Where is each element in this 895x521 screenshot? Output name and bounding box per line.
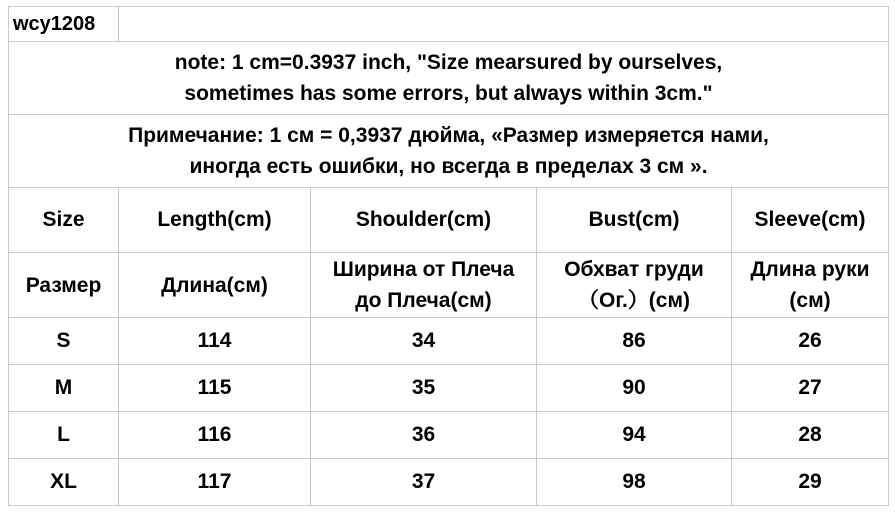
shoulder-cell: 36 xyxy=(311,412,537,459)
header-english-row xyxy=(9,188,889,253)
note-russian-row xyxy=(9,115,889,188)
header-ru-bust xyxy=(537,253,732,318)
header-ru-sleeve-line-1: Длина руки xyxy=(750,258,870,281)
length-cell: 115 xyxy=(119,365,311,412)
table-row xyxy=(9,365,889,412)
header-length: Length(cm) xyxy=(119,188,311,253)
size-cell: M xyxy=(9,365,119,412)
size-cell: L xyxy=(9,412,119,459)
header-ru-sleeve-line-2: (см) xyxy=(789,289,831,312)
size-cell: S xyxy=(9,318,119,365)
shoulder-cell: 37 xyxy=(311,459,537,506)
bust-cell: 94 xyxy=(537,412,732,459)
header-ru-sleeve xyxy=(732,253,889,318)
sleeve-cell: 27 xyxy=(732,365,889,412)
header-sleeve: Sleeve(cm) xyxy=(732,188,889,253)
shoulder-cell: 34 xyxy=(311,318,537,365)
bust-cell: 98 xyxy=(537,459,732,506)
note-russian-line-2: иногда есть ошибки, но всегда в пределах 3 см ». xyxy=(189,155,708,178)
header-ru-length-line-1: Длина(см) xyxy=(161,273,268,297)
shoulder-cell: 35 xyxy=(311,365,537,412)
header-ru-shoulder-line-2: до Плеча(см) xyxy=(355,289,492,312)
note-russian xyxy=(9,115,889,188)
bust-cell: 86 xyxy=(537,318,732,365)
header-ru-size xyxy=(9,253,119,318)
header-ru-size-line-1: Размер xyxy=(25,273,102,297)
product-code: wcy1208 xyxy=(9,7,119,42)
header-ru-length xyxy=(119,253,311,318)
sleeve-cell: 26 xyxy=(732,318,889,365)
length-cell: 117 xyxy=(119,459,311,506)
size-cell: XL xyxy=(9,459,119,506)
length-cell: 116 xyxy=(119,412,311,459)
note-english-row xyxy=(9,42,889,115)
header-bust: Bust(cm) xyxy=(537,188,732,253)
sleeve-cell: 28 xyxy=(732,412,889,459)
table-row xyxy=(9,459,889,506)
product-code-row xyxy=(9,7,889,42)
note-english-line-2: sometimes has some errors, but always within 3cm." xyxy=(184,82,713,105)
table-row xyxy=(9,412,889,459)
header-shoulder: Shoulder(cm) xyxy=(311,188,537,253)
sleeve-cell: 29 xyxy=(732,459,889,506)
note-english-line-1: note: 1 cm=0.3937 inch, "Size mearsured by ourselves, xyxy=(174,51,723,74)
header-ru-bust-line-1: Обхват груди xyxy=(564,258,704,281)
note-english xyxy=(9,42,889,115)
size-chart xyxy=(8,6,889,506)
bust-cell: 90 xyxy=(537,365,732,412)
header-ru-bust-line-2: （Ог.）(см) xyxy=(577,289,690,312)
empty-header-cell xyxy=(119,7,889,42)
header-ru-shoulder xyxy=(311,253,537,318)
header-ru-shoulder-line-1: Ширина от Плеча xyxy=(332,258,515,281)
size-table xyxy=(8,6,889,506)
note-russian-line-1: Примечание: 1 см = 0,3937 дюйма, «Размер измеряется нами, xyxy=(128,124,769,147)
table-row xyxy=(9,318,889,365)
header-size: Size xyxy=(9,188,119,253)
header-russian-row xyxy=(9,253,889,318)
length-cell: 114 xyxy=(119,318,311,365)
